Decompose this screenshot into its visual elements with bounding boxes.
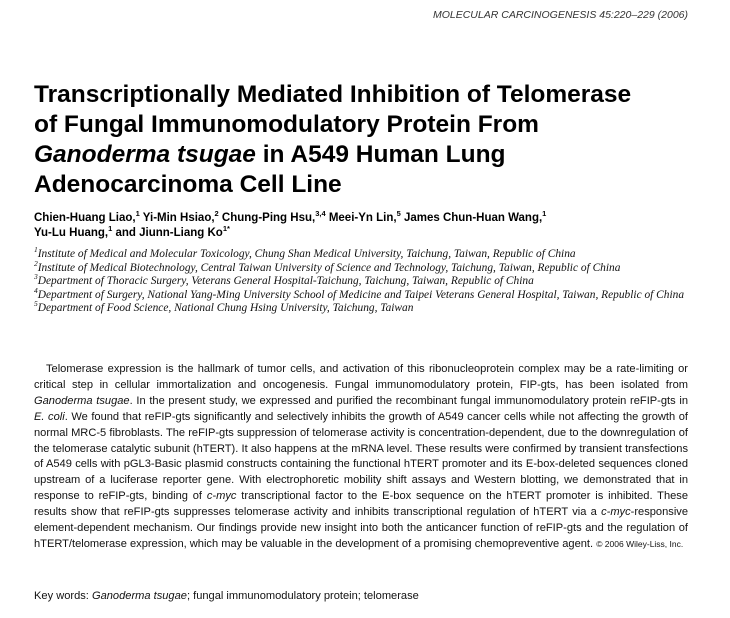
abstract-text [34, 362, 688, 553]
affiliation-list [34, 245, 714, 316]
affiliation-item [34, 245, 714, 262]
abstract-segment: Telomerase expression is the hallmark of tumor cells, and activation of this ribonucleoprotein complex may be a rate-limiting or critical step in cellular immortalization and oncogenesis. Fungal immunomodulatory protein, FIP-gts, has been isolated from [34, 363, 688, 391]
author-list [34, 211, 714, 241]
author-affiliation-mark: 1 [108, 224, 113, 234]
affiliation-item [34, 258, 714, 276]
affiliation-text: Department of Surgery, National Yang-Ming University School of Medicine and Taipei Veterans General Hospital, Taiwan, Republic of China [37, 288, 685, 301]
author-name: James Chun-Huan Wang, [403, 212, 543, 224]
affiliation-mark: 3 [34, 272, 38, 282]
title-species: Ganoderma tsugae [34, 141, 256, 168]
title-part-2: in A549 Human Lung Adenocarcinoma Cell Line [34, 141, 506, 198]
author-affiliation-mark: 1* [222, 224, 230, 234]
affiliation-mark: 4 [34, 285, 38, 295]
author-affiliation-mark: 3,4 [315, 209, 326, 219]
abstract-italic-segment: Ganoderma tsugae [34, 394, 130, 407]
journal-citation: MOLECULAR CARCINOGENESIS 45:220–229 (2006) [432, 9, 688, 21]
abstract-italic-segment: E. coli [34, 410, 65, 423]
author-affiliation-mark: 1 [135, 209, 140, 219]
title-part-1: Transcriptionally Mediated Inhibition of Telomerase of Fungal Immunomodulatory Protein From [34, 81, 632, 138]
abstract-segment: transcriptional factor to the E-box sequence on the hTERT promoter is inhibited. These results show that reFIP-gts suppresses telomerase activity and inhibits transcriptional regulation of hTERT via a [34, 490, 689, 519]
affiliation-mark: 2 [34, 258, 38, 268]
author-name: and Jiunn-Liang Ko [115, 227, 223, 239]
affiliation-item [34, 272, 714, 289]
keywords-line [34, 590, 419, 602]
author-affiliation-mark: 1 [542, 209, 547, 219]
keyword-species: Ganoderma tsugae [91, 590, 187, 602]
author-affiliation-mark: 5 [396, 209, 401, 219]
affiliation-text: Department of Food Science, National Chung Hsing University, Taichung, Taiwan [37, 302, 414, 315]
copyright-notice: © 2006 Wiley-Liss, Inc. [596, 538, 684, 549]
abstract-italic-segment: c-myc [206, 490, 237, 503]
affiliation-mark: 1 [34, 245, 38, 255]
author-name: Yi-Min Hsiao, [142, 212, 215, 224]
abstract-segment: . In the present study, we expressed and purified the recombinant fungal immunomodulatory protein reFIP-gts in [129, 394, 688, 407]
affiliation-item [34, 285, 714, 303]
author-name: Meei-Yn Lin, [328, 212, 397, 224]
article-title [34, 80, 634, 200]
affiliation-mark: 5 [34, 299, 38, 309]
affiliation-text: Department of Thoracic Surgery, Veterans General Hospital-Taichung, Taichung, Taiwan, Republic of China [37, 275, 534, 288]
affiliation-item [34, 299, 714, 316]
author-affiliation-mark: 2 [214, 209, 219, 219]
author-name: Yu-Lu Huang, [34, 227, 109, 239]
abstract-segment: -responsive element-dependent mechanism. Our findings provide new insight into both the anticancer function of reFIP-gts and the regulation of hTERT/telomerase expression, which may be valuable in the development of a promising chemopreventive agent. [34, 506, 688, 550]
abstract-italic-segment: c-myc [601, 506, 631, 519]
abstract-segment: . We found that reFIP-gts significantly and selectively inhibits the growth of A549 cancer cells while not affecting the growth of normal MRC-5 fibroblasts. The reFIP-gts suppression of telomerase activity is concentration-dependent, due to the downregulation of the telomerase catalytic subunit (hTERT). It also happens at the mRNA level. These results were confirmed by transient transfections of A549 cells with pGL3-Basic plasmid constructs containing the functional hTERT promoter and its E-box-deleted sequences cloned upstream of a luciferase reporter gene. With electrophoretic mobility shift assays and Western blotting, we demonstrated that in response to reFIP-gts, binding of [34, 410, 688, 503]
affiliation-text: Institute of Medical and Molecular Toxicology, Chung Shan Medical University, Taichung, Taiwan, Republic of China [37, 248, 576, 260]
keywords-label: Key words: [34, 590, 92, 602]
affiliation-text: Institute of Medical Biotechnology, Central Taiwan University of Science and Technology, Taichung, Taiwan, Republic of China [37, 261, 621, 274]
keywords-rest: ; fungal immunomodulatory protein; telomerase [186, 590, 419, 602]
author-name: Chung-Ping Hsu, [221, 212, 316, 224]
author-name: Chien-Huang Liao, [34, 212, 136, 224]
